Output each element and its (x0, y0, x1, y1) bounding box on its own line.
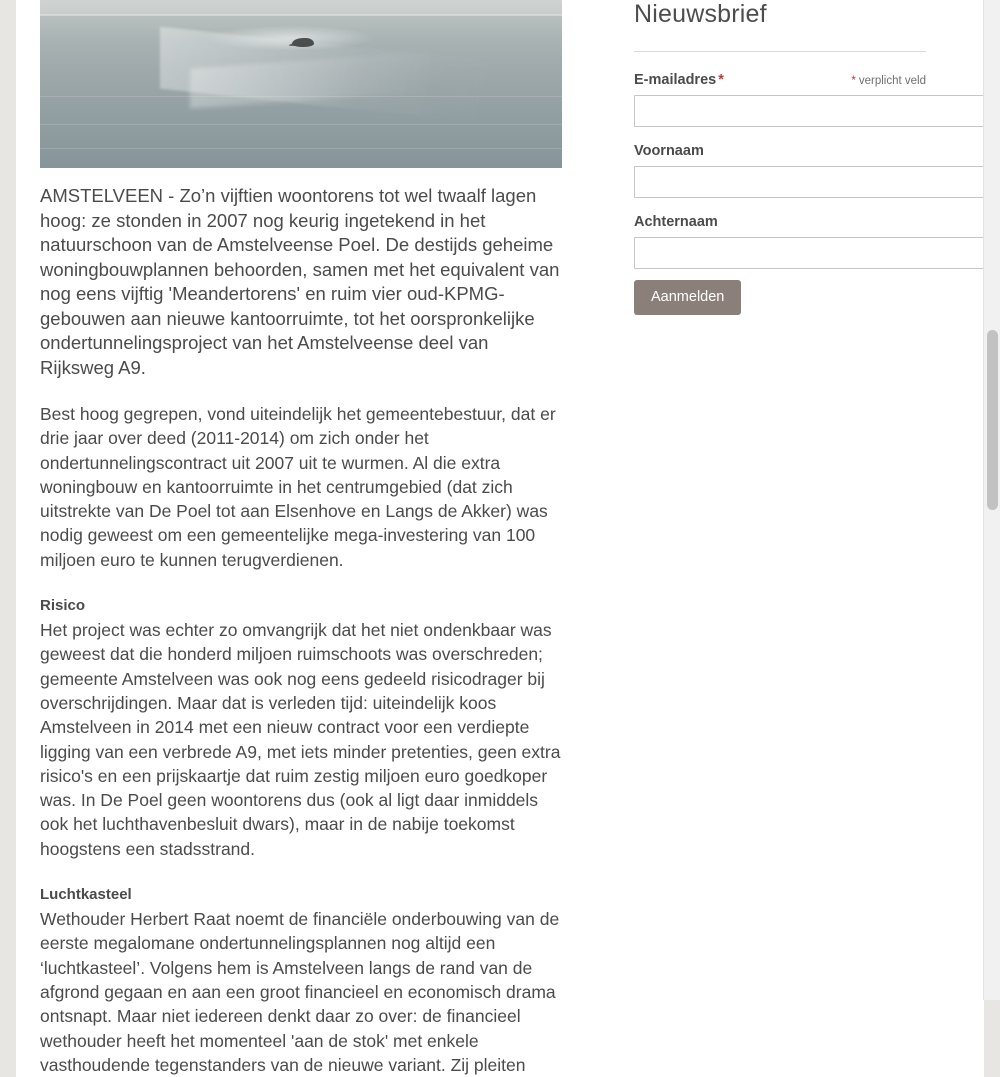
content-wrapper (16, 0, 984, 1077)
article-section-heading-luchtkasteel: Luchtkasteel (40, 886, 132, 904)
email-field-label (634, 72, 724, 88)
required-asterisk-icon: * (718, 72, 724, 88)
scrollbar-thumb[interactable] (987, 330, 998, 510)
newsletter-title: Nieuwsbrief (634, 0, 767, 28)
newsletter-signup-form (634, 72, 926, 315)
photo-bird (292, 38, 314, 47)
email-label-text: E-mailadres (634, 72, 717, 88)
article-image (40, 0, 562, 168)
firstname-field[interactable] (634, 166, 984, 198)
page-scrollbar[interactable] (983, 0, 1000, 1000)
subscribe-button[interactable]: Aanmelden (634, 280, 741, 315)
email-field[interactable] (634, 95, 984, 127)
article-section-heading-risico: Risico (40, 597, 86, 615)
article-section-text-risico: Het project was echter zo omvangrijk dat het niet ondenkbaar was geweest dat die honderd miljoen ruimschoots was overschreden; gemeente Amstelveen was ook nog eens gedeeld risicodrager bij overschrijdingen. Maar dat is verleden tijd: uiteindelijk koos Amstelveen in 2014 met een nieuw contract voor een verdiepte ligging van een verbrede A9, met iets minder pretenties, geen extra risico's en een prijskaartje dat ruim zestig miljoen euro goedkoper was. In De Poel geen woontorens dus (ook al ligt daar inmiddels ook het luchthavenbesluit dwars), maar in de nabije toekomst hoogstens een stadsstrand. (40, 620, 561, 859)
sidebar-newsletter (600, 0, 950, 1077)
water-photo-amstelveense-poel (40, 0, 562, 168)
email-label-row (634, 72, 926, 95)
article-lead-paragraph: AMSTELVEEN - Zo’n vijftien woontorens tot wel twaalf lagen hoog: ze stonden in 2007 nog keurig ingetekend in het natuurschoon van de Amstelveense Poel. De destijds geheime woningbouwplannen behoorden, samen met het equivalent van nog eens vijftig 'Meandertorens' en ruim vier oud-KPMG-gebouwen aan nieuwe kantoorruimte, tot het oorspronkelijke ondertunnelingsproject van het Amstelveense deel van Rijksweg A9. (40, 185, 560, 378)
photo-ripple (40, 124, 562, 125)
lastname-field[interactable] (634, 237, 984, 269)
article-body (40, 168, 562, 1077)
article-column (16, 0, 600, 1077)
lastname-field-label: Achternaam (634, 214, 718, 230)
photo-horizon-line (40, 14, 562, 16)
photo-ripple (40, 148, 562, 149)
article-section-text-luchtkasteel: Wethouder Herbert Raat noemt de financiële onderbouwing van de eerste megalomane ondertunnelingsplannen nog altijd een ‘luchtkasteel’. Volgens hem is Amstelveen langs de rand van de afgrond gegaan en aan een groot financieel en economisch drama ontsnapt. Maar niet iedereen denkt daar zo over: de financieel wethouder heeft het momenteel 'aan de stok' met enkele vasthoudende tegenstanders van de nieuwe variant. Zij pleiten (40, 909, 560, 1075)
photo-ripple (40, 96, 562, 97)
required-note-text: verplicht veld (858, 75, 926, 87)
required-field-note (851, 75, 926, 87)
sidebar-divider (634, 51, 926, 52)
required-note-asterisk-icon: * (851, 75, 856, 87)
article-paragraph: Best hoog gegrepen, vond uiteindelijk het gemeentebestuur, dat er drie jaar over deed (2011-2014) om zich onder het ondertunnelingscontract uit 2007 uit te wurmen. Al die extra woningbouw en kantoorruimte in het centrumgebied (dat zich uitstrekte van De Poel tot aan Elsenhove en Langs de Akker) was nodig geweest om een gemeentelijke mega-investering van 100 miljoen euro te kunnen terugverdienen. (40, 404, 556, 570)
firstname-field-label: Voornaam (634, 143, 704, 159)
